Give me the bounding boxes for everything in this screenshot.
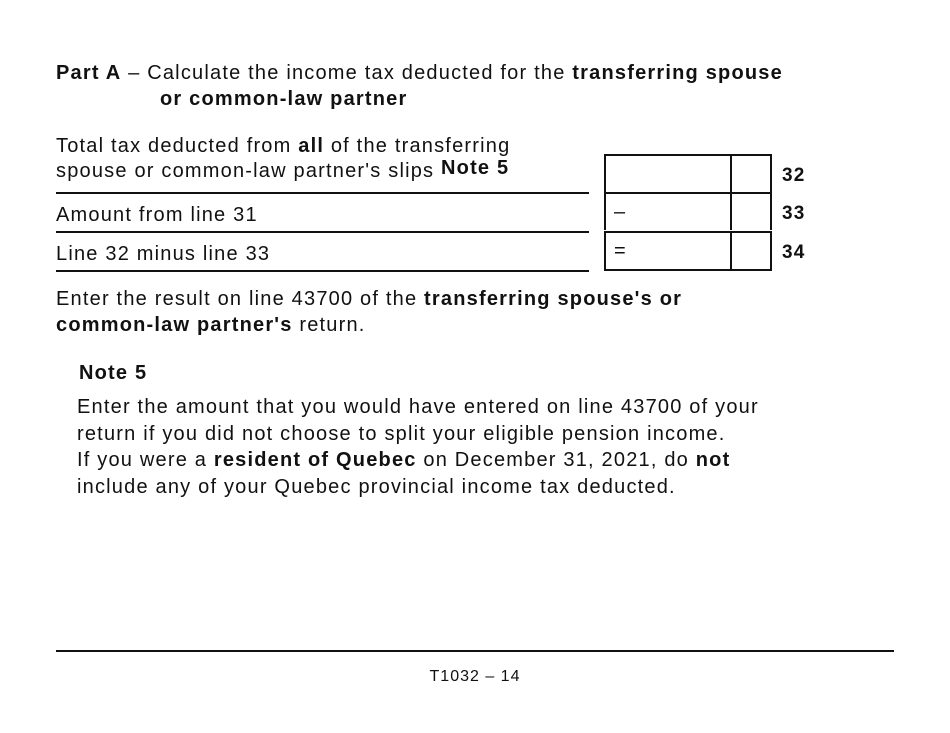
enter-result-instruction: Enter the result on line 43700 of the transferring spouse's or common-law partner's return.: [56, 288, 683, 336]
note-5-body: Enter the amount that you would have entered on line 43700 of your return if you did not choose to split your eligible pension income. If you were a resident of Quebec on December 31, 2021, do not include any of your Quebec provincial income tax deducted.: [77, 396, 759, 498]
row-32-label: Total tax deducted from all of the transferring: [56, 135, 511, 157]
line-number-32: 32: [782, 165, 806, 186]
row-divider: [56, 192, 589, 194]
row-33-label: Amount from line 31: [56, 204, 258, 226]
cents-separator: [730, 194, 732, 230]
equals-operator: =: [614, 240, 627, 262]
row-32-label-line2: spouse or common-law partner's slips Note 5: [56, 157, 510, 182]
line-33-amount-field[interactable]: [604, 192, 772, 230]
footer-divider: [56, 650, 894, 652]
minus-operator: –: [614, 201, 627, 223]
part-a-bold-1: transferring spouse: [572, 62, 783, 84]
part-a-bold-2: or common-law partner: [160, 88, 408, 110]
line-32-amount-field[interactable]: [604, 154, 772, 192]
part-a-text: Calculate the income tax deducted for the: [147, 62, 573, 84]
row-34-label: Line 32 minus line 33: [56, 243, 271, 265]
note-5-heading: Note 5: [79, 362, 148, 384]
line-number-34: 34: [782, 242, 806, 263]
row-divider: [56, 270, 589, 272]
note-5-reference: Note 5: [441, 157, 510, 179]
line-number-33: 33: [782, 203, 806, 224]
page-number: T1032 – 14: [429, 668, 521, 685]
cents-separator: [730, 233, 732, 269]
cents-separator: [730, 156, 732, 192]
row-divider: [56, 231, 589, 233]
line-34-amount-field[interactable]: [604, 231, 772, 271]
part-a-heading-line2: [160, 86, 407, 112]
part-a-heading: Part A – Calculate the income tax deducted for the transferring spouse: [56, 62, 783, 84]
part-a-label: Part A: [56, 62, 122, 84]
